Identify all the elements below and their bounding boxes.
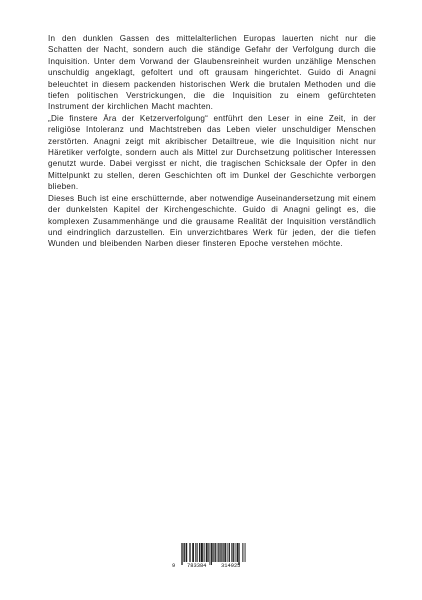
blurb-paragraph-1: In den dunklen Gassen des mittelalterlichen Europas lauerten nicht nur die Schatten der Nacht, sondern auch die ständige Gefahr der Verfolgung durch die Inquisition. Unter dem Vorwand der Glaubensreinheit wurden unzählige Menschen unschuldig angeklagt, gefoltert und oft grausam hingerichtet. Guido di Anagni beleuchtet in diesem packenden historischen Werk die brutalen Methoden und die tiefen politischen Verstrickungen, die die Inquisition zu einem gefürchteten Instrument der kirchlichen Macht machten.: [48, 34, 376, 112]
barcode-bar: [237, 543, 238, 562]
barcode-bar: [218, 543, 219, 562]
barcode-bar: [224, 543, 225, 562]
barcode-bar: [187, 543, 188, 562]
blurb-paragraph-2: „Die finstere Ära der Ketzerverfolgung“ entführt den Leser in eine Zeit, in der religiöse Intoleranz und Machtstreben das Leben vieler unschuldiger Menschen zerstörten. Anagni zeigt mit akribischer Detailtreue, wie die Inquisition nicht nur Häretiker verfolgte, sondern auch als Mittel zur Durchsetzung politischer Interessen genutzt wurde. Dabei vergisst er nicht, die tragischen Schicksale der Opfer in den Mittelpunkt zu stellen, deren Geschichten oft im Dunkel der Geschichte verborgen blieben.: [48, 113, 376, 192]
barcode-bar: [229, 543, 230, 562]
barcode-bar: [223, 543, 224, 562]
barcode-bar: [233, 543, 234, 562]
barcode-bar: [245, 543, 246, 562]
barcode-bar: [218, 543, 219, 562]
barcode-bar: [234, 543, 235, 562]
barcode-bar: [185, 543, 186, 562]
barcode-bar: [207, 543, 208, 562]
barcode-bar: [219, 543, 220, 562]
barcode-bar: [237, 543, 238, 562]
barcode-bar: [196, 543, 197, 562]
barcode-bar: [204, 543, 205, 562]
barcode-bar: [242, 543, 243, 562]
barcode-bar: [206, 543, 207, 562]
barcode-bar: [229, 543, 230, 562]
barcode-bar: [200, 543, 201, 562]
barcode-bar: [202, 543, 203, 562]
blurb-paragraph-3: Dieses Buch ist eine erschütternde, aber notwendige Auseinandersetzung mit einem der dunkelsten Kapitel der Kirchengeschichte. Guido di Anagni gelingt es, die komplexen Zusammenhänge und die grausame Realität der Inquisition verständlich und eindringlich darzustellen. Ein unverzichtbares Werk für jeden, der die tiefen Wunden und bleibenden Narben dieser finsteren Epoche verstehen möchte.: [48, 193, 376, 249]
barcode-bar: [215, 543, 216, 562]
barcode-bar: [225, 543, 226, 562]
barcode-bar: [199, 543, 200, 562]
barcode-bar: [193, 543, 194, 562]
barcode-digits-right: 314925: [221, 563, 241, 569]
barcode-bar: [192, 543, 193, 562]
barcode-bar: [190, 543, 191, 562]
barcode-bar: [197, 543, 198, 562]
barcode-bar: [201, 543, 202, 562]
barcode-bar: [201, 543, 202, 562]
barcode-bar: [193, 543, 194, 562]
barcode-bar: [221, 543, 222, 562]
barcode-bar: [236, 543, 237, 562]
barcode-bar: [220, 543, 221, 562]
barcode-bar: [213, 543, 214, 562]
barcode-digit-first: 9: [172, 563, 176, 569]
barcode-bar: [189, 543, 190, 562]
barcode-bar: [186, 543, 187, 562]
barcode-bar: [183, 543, 184, 562]
barcode-bar: [231, 543, 232, 562]
barcode-digits: [171, 562, 253, 570]
barcode-bar: [208, 543, 209, 562]
barcode-digits-left: 783384: [187, 563, 207, 569]
barcode-bar: [212, 543, 213, 562]
barcode-bar: [216, 543, 217, 562]
barcode-bar: [232, 543, 233, 562]
barcode-bar: [222, 543, 223, 562]
barcode-bar: [195, 543, 196, 562]
barcode-bar: [203, 543, 204, 562]
barcode-bar: [228, 543, 229, 562]
barcode-bar: [244, 543, 245, 562]
barcode-bar: [226, 543, 227, 562]
barcode-bar: [184, 543, 185, 562]
barcode-bar: [214, 543, 215, 562]
isbn-barcode: [171, 542, 253, 570]
barcode-bar: [206, 543, 207, 562]
blurb-text: [48, 33, 376, 250]
